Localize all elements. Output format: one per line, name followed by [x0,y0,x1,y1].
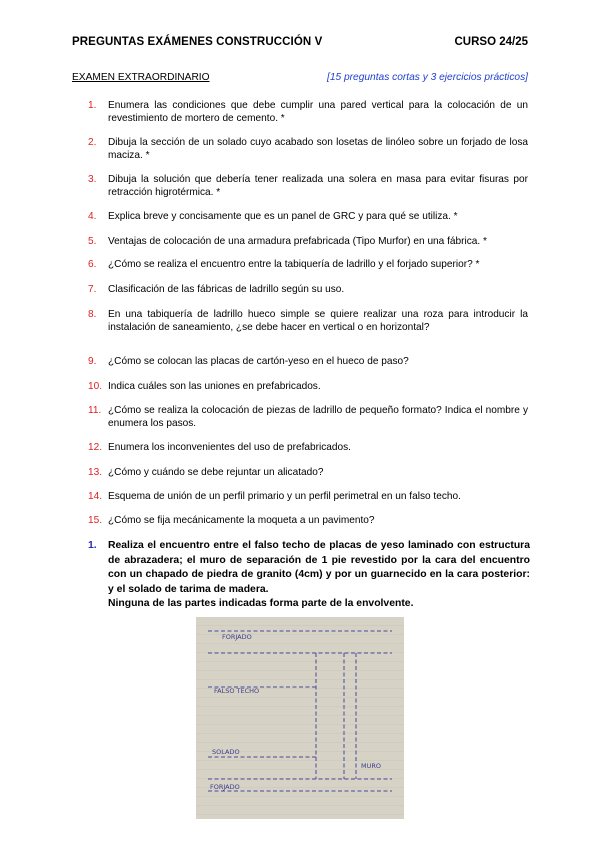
label-solado: SOLADO [212,748,240,756]
exercise-item [88,539,530,612]
exercise-text: Realiza el encuentro entre el falso techo de placas de yeso laminado con estructura de abrazadera; el muro de separación de 1 pie revestido por la cara del encuentro con un chapado de piedra de granito (4cm) y por un guarnecido en la cara posterior: y el solado de tarima de madera. [108,540,530,595]
question-text: ¿Cómo se realiza la colocación de piezas de ladrillo de pequeño formato? Indica el nombre y enumera los pasos. [108,405,528,429]
question-number: 4. [88,211,97,222]
question-number: 15. [88,515,103,526]
question-text: Enumera los inconvenientes del uso de prefabricados. [108,442,351,453]
question-number: 7. [88,284,97,295]
question-number: 5. [88,236,97,247]
question-number: 1. [88,100,97,111]
question-item [88,235,528,248]
label-muro: MURO [361,762,381,770]
question-number: 2. [88,137,97,148]
exam-type: EXAMEN EXTRAORDINARIO [72,72,210,83]
label-forjado-top: FORJADO [222,633,252,641]
label-forjado-bottom: FORJADO [210,783,240,791]
question-text: Ventajas de colocación de una armadura prefabricada (Tipo Murfor) en una fábrica. * [108,236,487,247]
question-item [88,404,528,430]
document-title: PREGUNTAS EXÁMENES CONSTRUCCIÓN V [72,36,323,48]
hand-sketch-image [196,617,404,819]
question-item [88,441,528,454]
question-number: 11. [88,405,102,416]
question-text: En una tabiquería de ladrillo hueco simple se quiere realizar una roza para introducir la instalación de saneamiento, ¿se debe hacer en vertical o en horizontal? [108,309,528,333]
question-text: Dibuja la sección de un solado cuyo acabado son losetas de linóleo sobre un forjado de losa maciza. * [108,137,528,161]
question-text: Dibuja la solución que debería tener realizada una solera en masa para evitar fisuras por retracción higrotérmica. * [108,174,528,198]
question-item [88,99,528,125]
question-number: 3. [88,174,97,185]
question-item [88,514,528,527]
sketch-drawing [196,617,404,819]
page-header [72,36,528,52]
question-text: Indica cuáles son las uniones en prefabricados. [108,381,321,392]
course-year: CURSO 24/25 [454,36,528,48]
question-item [88,210,528,223]
question-item [88,283,528,296]
question-number: 10. [88,381,103,392]
question-item [88,466,528,479]
question-number: 9. [88,356,97,367]
question-item [88,308,528,334]
question-text: ¿Cómo se colocan las placas de cartón-yeso en el hueco de paso? [108,356,409,367]
question-number: 12. [88,442,103,453]
question-number: 6. [88,259,97,270]
question-number: 13. [88,467,103,478]
exam-summary: [15 preguntas cortas y 3 ejercicios prácticos] [326,72,528,83]
question-text: ¿Cómo se fija mecánicamente la moqueta a un pavimento? [108,515,375,526]
question-number: 14. [88,491,103,502]
label-falso-techo: FALSO TECHO [214,687,260,695]
question-item [88,490,528,503]
question-text: ¿Cómo se realiza el encuentro entre la tabiquería de ladrillo y el forjado superior? * [108,259,480,270]
question-text: ¿Cómo y cuándo se debe rejuntar un alicatado? [108,467,324,478]
question-text: Enumera las condiciones que debe cumplir una pared vertical para la colocación de un revestimiento de mortero de cemento. * [108,100,528,124]
question-text: Esquema de unión de un perfil primario y un perfil perimetral en un falso techo. [108,491,461,502]
question-item [88,136,528,162]
question-text: Clasificación de las fábricas de ladrillo según su uso. [108,284,345,295]
exercise-note: Ninguna de las partes indicadas forma parte de la envolvente. [108,598,414,609]
question-item [88,258,528,271]
question-item [88,380,528,393]
exercise-number: 1. [88,540,97,551]
question-item [88,355,528,368]
question-text: Explica breve y concisamente que es un panel de GRC y para qué se utiliza. * [108,211,458,222]
question-number: 8. [88,309,97,320]
question-item [88,173,528,199]
